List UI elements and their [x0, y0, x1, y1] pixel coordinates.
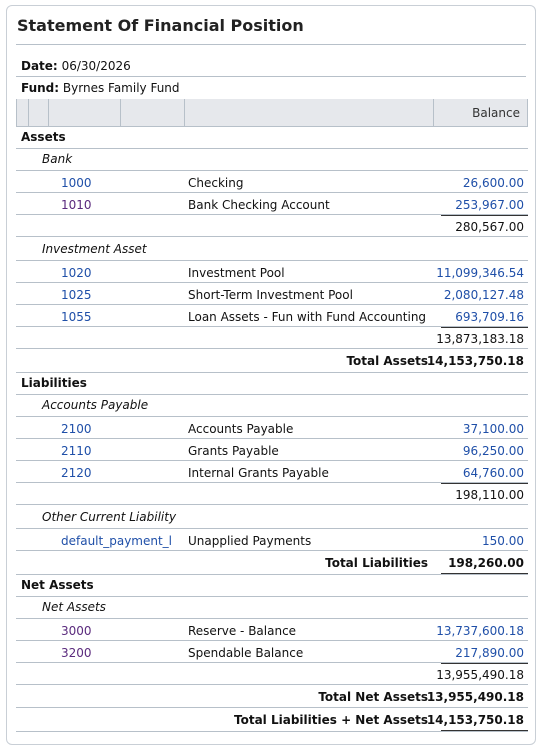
group-other-current-liability — [16, 507, 528, 529]
fund-value: Byrnes Family Fund — [62, 81, 180, 95]
group-title: Bank — [42, 152, 73, 166]
amount-link[interactable]: 11,099,346.54 — [436, 266, 524, 280]
account-name: Bank Checking Account — [188, 198, 330, 212]
table-row — [16, 193, 528, 215]
group-title: Other Current Liability — [42, 510, 177, 524]
account-link[interactable]: 3200 — [61, 646, 92, 660]
total-row — [16, 349, 528, 373]
subtotal-value: 280,567.00 — [455, 220, 524, 234]
account-link[interactable]: default_payment_l — [61, 534, 173, 548]
amount-link[interactable]: 13,737,600.18 — [436, 624, 524, 638]
total-label: Total Net Assets — [318, 690, 428, 704]
account-link[interactable]: 1055 — [61, 310, 92, 324]
grand-total-label: Total Liabilities + Net Assets — [234, 713, 428, 727]
amount-link[interactable]: 253,967.00 — [455, 198, 524, 212]
total-row — [16, 685, 528, 708]
date-label: Date: — [21, 59, 58, 73]
group-accounts-payable — [16, 395, 528, 417]
table-row — [16, 529, 528, 551]
section-assets — [16, 127, 528, 149]
account-name: Grants Payable — [188, 444, 279, 458]
account-link[interactable]: 3000 — [61, 624, 92, 638]
amount-link[interactable]: 2,080,127.48 — [443, 288, 524, 302]
total-row — [16, 551, 528, 575]
date-value: 06/30/2026 — [61, 59, 131, 73]
subtotal-row — [16, 483, 528, 505]
account-name: Investment Pool — [188, 266, 285, 280]
group-bank — [16, 149, 528, 171]
table-row — [16, 461, 528, 483]
table-row — [16, 283, 528, 305]
account-name: Internal Grants Payable — [188, 466, 329, 480]
grand-total-value: 14,153,750.18 — [426, 713, 524, 727]
group-title: Investment Asset — [42, 242, 147, 256]
account-link[interactable]: 1000 — [61, 176, 92, 190]
subtotal-value: 13,873,183.18 — [436, 332, 524, 346]
grand-total-row — [16, 708, 528, 732]
page-title: Statement Of Financial Position — [17, 16, 304, 35]
subtotal-row — [16, 663, 528, 685]
section-net-assets — [16, 575, 528, 597]
table-row — [16, 261, 528, 283]
account-name: Checking — [188, 176, 244, 190]
account-name: Unapplied Payments — [188, 534, 312, 548]
table-row — [16, 417, 528, 439]
report-fund — [21, 81, 180, 95]
group-net-assets — [16, 597, 528, 619]
amount-link[interactable]: 150.00 — [482, 534, 524, 548]
total-value: 14,153,750.18 — [426, 354, 524, 368]
subtotal-value: 13,955,490.18 — [436, 668, 524, 682]
account-link[interactable]: 1020 — [61, 266, 92, 280]
group-title: Accounts Payable — [42, 398, 149, 412]
balance-header: Balance — [472, 106, 520, 120]
divider — [16, 76, 526, 77]
account-name: Accounts Payable — [188, 422, 294, 436]
total-value: 13,955,490.18 — [426, 690, 524, 704]
table-row — [16, 171, 528, 193]
amount-link[interactable]: 217,890.00 — [455, 646, 524, 660]
section-title: Assets — [21, 130, 66, 144]
amount-link[interactable]: 96,250.00 — [462, 444, 524, 458]
table-row — [16, 305, 528, 327]
report-panel — [6, 5, 536, 745]
subtotal-row — [16, 327, 528, 349]
subtotal-row — [16, 215, 528, 237]
table-header — [16, 99, 528, 127]
table-row — [16, 439, 528, 461]
account-link[interactable]: 2120 — [61, 466, 92, 480]
section-title: Net Assets — [21, 578, 94, 592]
amount-link[interactable]: 693,709.16 — [455, 310, 524, 324]
report-date — [21, 59, 131, 73]
section-liabilities — [16, 373, 528, 395]
account-link[interactable]: 2110 — [61, 444, 92, 458]
account-name: Spendable Balance — [188, 646, 304, 660]
total-label: Total Assets — [346, 354, 428, 368]
divider — [16, 44, 526, 45]
account-name: Loan Assets - Fun with Fund Accounting — [188, 310, 427, 324]
section-title: Liabilities — [21, 376, 87, 390]
account-link[interactable]: 1010 — [61, 198, 92, 212]
account-name: Reserve - Balance — [188, 624, 297, 638]
amount-link[interactable]: 64,760.00 — [462, 466, 524, 480]
subtotal-value: 198,110.00 — [455, 488, 524, 502]
account-link[interactable]: 2100 — [61, 422, 92, 436]
amount-link[interactable]: 37,100.00 — [462, 422, 524, 436]
account-link[interactable]: 1025 — [61, 288, 92, 302]
group-title: Net Assets — [42, 600, 106, 614]
table-row — [16, 641, 528, 663]
amount-link[interactable]: 26,600.00 — [462, 176, 524, 190]
fund-label: Fund: — [21, 81, 60, 95]
account-name: Short-Term Investment Pool — [188, 288, 353, 302]
group-investment — [16, 239, 528, 261]
total-value: 198,260.00 — [448, 556, 524, 570]
table-row — [16, 619, 528, 641]
total-label: Total Liabilities — [325, 556, 428, 570]
